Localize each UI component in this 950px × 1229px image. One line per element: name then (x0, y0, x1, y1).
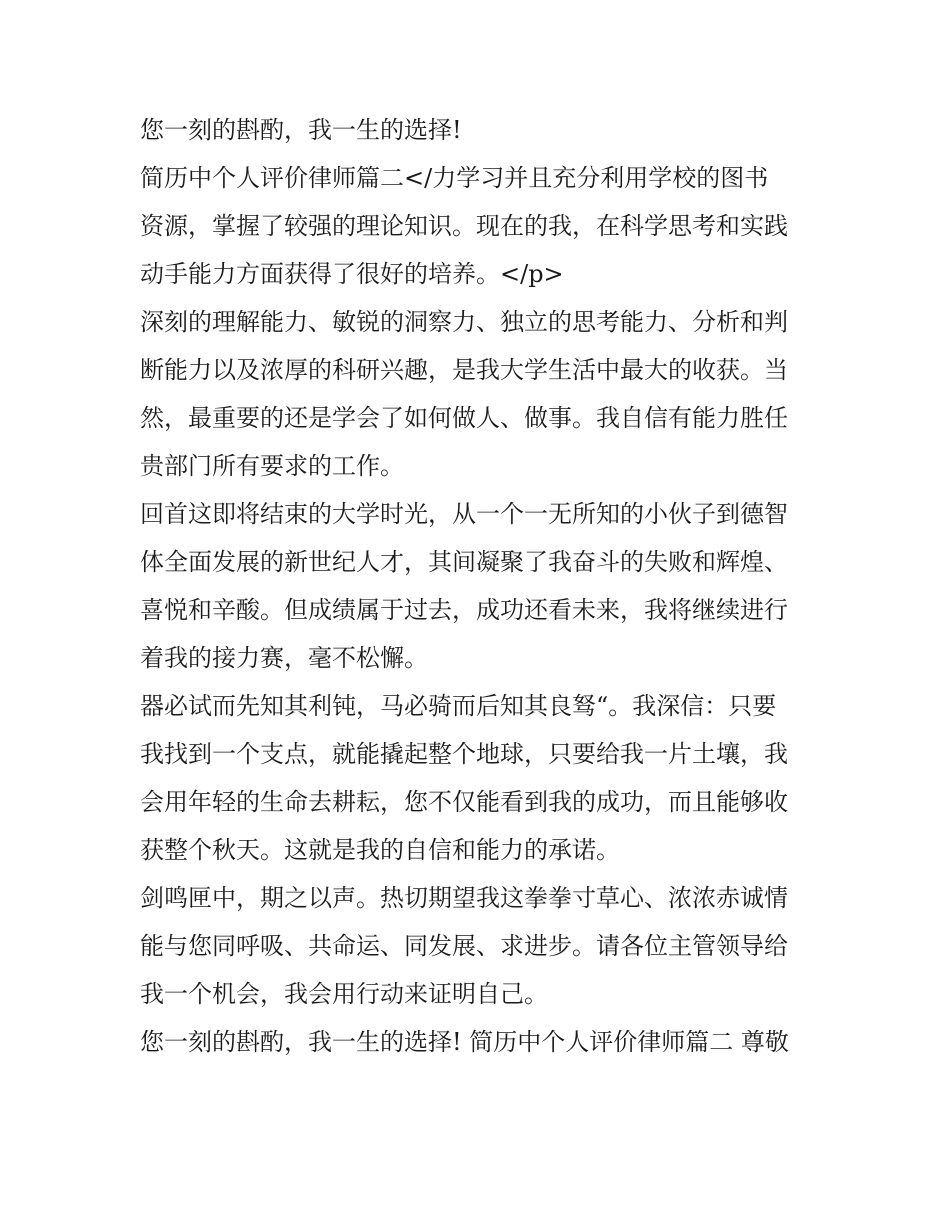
text-line: 您一刻的斟酌，我一生的选择! (140, 116, 462, 144)
text-line: 深刻的理解能力、敏锐的洞察力、独立的思考能力、分析和判 (140, 308, 788, 336)
text-line: 我找到一个支点，就能撬起整个地球，只要给我一片土壤，我 (140, 740, 788, 768)
text-line: 着我的接力赛，毫不松懈。 (140, 644, 428, 672)
text-line: 贵部门所有要求的工作。 (140, 452, 404, 480)
text-line: 断能力以及浓厚的科研兴趣，是我大学生活中最大的收获。当 (140, 356, 788, 384)
text-line: 会用年轻的生命去耕耘，您不仅能看到我的成功，而且能够收 (140, 788, 788, 816)
text-line: 回首这即将结束的大学时光，从一个一无所知的小伙子到德智 (140, 500, 788, 528)
text-line: 简历中个人评价律师篇二</力学习并且充分利用学校的图书 (140, 164, 769, 192)
text-line: 动手能力方面获得了很好的培养。</p> (140, 260, 564, 288)
text-line: 喜悦和辛酸。但成绩属于过去，成功还看未来，我将继续进行 (140, 596, 788, 624)
text-line: 器必试而先知其利钝，马必骑而后知其良驽“。我深信：只要 (140, 692, 777, 720)
text-line: 我一个机会，我会用行动来证明自己。 (140, 980, 548, 1008)
document-body (140, 106, 830, 1066)
text-line: 然，最重要的还是学会了如何做人、做事。我自信有能力胜任 (140, 404, 788, 432)
text-line: 剑鸣匣中，期之以声。热切期望我这拳拳寸草心、浓浓赤诚情 (140, 884, 788, 912)
text-line: 能与您同呼吸、共命运、同发展、求进步。请各位主管领导给 (140, 932, 788, 960)
text-line: 体全面发展的新世纪人才，其间凝聚了我奋斗的失败和辉煌、 (140, 548, 788, 576)
text-line: 资源，掌握了较强的理论知识。现在的我，在科学思考和实践 (140, 212, 788, 240)
text-line: 获整个秋天。这就是我的自信和能力的承诺。 (140, 836, 620, 864)
text-line: 您一刻的斟酌，我一生的选择! 简历中个人评价律师篇二 尊敬 (140, 1028, 789, 1056)
